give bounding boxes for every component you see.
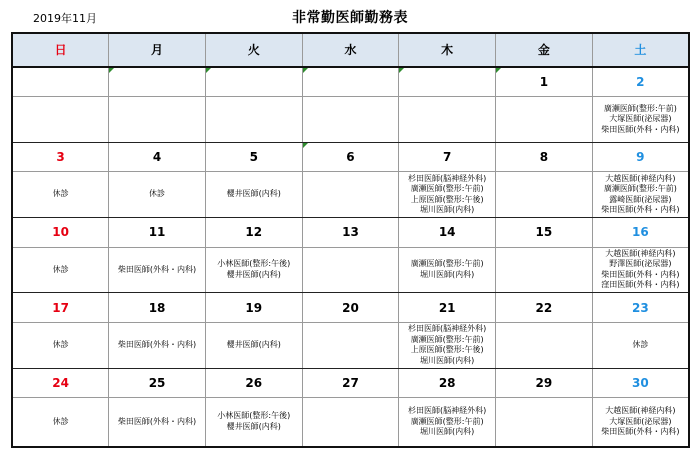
doctor-entry: 小林医師(整形:午後) bbox=[217, 411, 291, 421]
doctor-entry: 小林医師(整形:午後) bbox=[217, 259, 291, 269]
date-number: 24 bbox=[52, 375, 69, 390]
date-cell bbox=[496, 218, 593, 247]
date-cell bbox=[496, 67, 593, 97]
date-cell bbox=[205, 142, 302, 171]
schedule-cell bbox=[399, 97, 496, 143]
doctor-entry: 大越医師(神経内科) bbox=[605, 173, 676, 183]
weekday-sunday: 日 bbox=[12, 33, 109, 67]
schedule-cell bbox=[496, 398, 593, 447]
date-number: 18 bbox=[148, 300, 166, 315]
date-number: 9 bbox=[636, 150, 645, 165]
comment-marker-icon bbox=[303, 68, 308, 73]
date-number: 11 bbox=[148, 225, 166, 240]
schedule-row bbox=[12, 172, 689, 218]
doctor-entry: 上原医師(整形:午後) bbox=[410, 194, 484, 204]
schedule-cell bbox=[109, 322, 206, 368]
schedule-cell bbox=[496, 247, 593, 293]
doctor-entry: 大越医師(神経内科) bbox=[605, 406, 676, 416]
weekday-saturday: 土 bbox=[592, 33, 689, 67]
doctor-entry: 杉田医師(脳神経外科) bbox=[408, 406, 487, 416]
schedule-cell bbox=[302, 398, 399, 447]
schedule-cell bbox=[302, 172, 399, 218]
date-number: 26 bbox=[245, 375, 263, 390]
schedule-cell bbox=[399, 247, 496, 293]
date-number: 16 bbox=[632, 225, 649, 240]
date-number: 2 bbox=[636, 74, 645, 89]
date-cell bbox=[205, 368, 302, 397]
doctor-entry: 大塚医師(泌尿器) bbox=[609, 416, 672, 426]
date-cell bbox=[109, 67, 206, 97]
comment-marker-icon bbox=[206, 68, 211, 73]
date-cell bbox=[399, 142, 496, 171]
date-number: 6 bbox=[346, 150, 355, 165]
date-row bbox=[12, 293, 689, 322]
date-cell bbox=[592, 67, 689, 97]
schedule-cell bbox=[592, 322, 689, 368]
doctor-entry: 櫻井医師(内科) bbox=[226, 422, 281, 432]
closed-label: 休診 bbox=[52, 416, 69, 426]
date-number: 25 bbox=[148, 375, 166, 390]
schedule-cell bbox=[205, 398, 302, 447]
doctor-entry: 櫻井医師(内科) bbox=[226, 339, 281, 349]
date-number: 12 bbox=[245, 225, 263, 240]
schedule-cell bbox=[205, 247, 302, 293]
closed-label: 休診 bbox=[149, 189, 166, 199]
schedule-calendar bbox=[11, 32, 690, 448]
doctor-entry: 廣瀬医師(整形:午前) bbox=[410, 184, 484, 194]
date-number: 30 bbox=[632, 375, 649, 390]
date-cell bbox=[205, 293, 302, 322]
date-row bbox=[12, 218, 689, 247]
schedule-cell bbox=[12, 97, 109, 143]
date-row bbox=[12, 368, 689, 397]
calendar-weeks bbox=[12, 67, 689, 447]
schedule-cell bbox=[12, 398, 109, 447]
date-row bbox=[12, 142, 689, 171]
date-cell bbox=[399, 67, 496, 97]
schedule-cell bbox=[205, 322, 302, 368]
date-number: 8 bbox=[539, 150, 549, 165]
weekday-monday: 月 bbox=[109, 33, 206, 67]
schedule-row bbox=[12, 97, 689, 143]
schedule-cell bbox=[592, 398, 689, 447]
schedule-cell bbox=[399, 172, 496, 218]
doctor-entry: 堀川医師(内科) bbox=[420, 205, 475, 215]
schedule-cell bbox=[399, 398, 496, 447]
comment-marker-icon bbox=[496, 68, 501, 73]
schedule-cell bbox=[496, 322, 593, 368]
date-number: 27 bbox=[342, 375, 359, 390]
month-label: 2019年11月 bbox=[33, 12, 97, 25]
date-cell bbox=[302, 142, 399, 171]
doctor-entry: 廣瀬医師(整形:午前) bbox=[603, 103, 677, 113]
doctor-entry: 廣瀬医師(整形:午前) bbox=[410, 416, 484, 426]
doctor-entry: 柴田医師(外科・内科) bbox=[117, 339, 197, 349]
comment-marker-icon bbox=[399, 68, 404, 73]
doctor-entry: 杉田医師(脳神経外科) bbox=[408, 173, 487, 183]
schedule-cell bbox=[109, 247, 206, 293]
date-number: 7 bbox=[442, 150, 452, 165]
date-cell bbox=[302, 67, 399, 97]
doctor-entry: 廣瀬医師(整形:午前) bbox=[603, 184, 677, 194]
date-cell bbox=[205, 218, 302, 247]
date-cell bbox=[496, 142, 593, 171]
date-number: 29 bbox=[535, 375, 553, 390]
closed-label: 休診 bbox=[52, 264, 69, 274]
schedule-cell bbox=[302, 247, 399, 293]
doctor-entry: 野澤医師(泌尿器) bbox=[609, 259, 672, 269]
schedule-cell bbox=[592, 172, 689, 218]
schedule-cell bbox=[592, 247, 689, 293]
date-cell bbox=[399, 293, 496, 322]
date-number: 3 bbox=[56, 150, 65, 165]
date-number: 17 bbox=[52, 300, 69, 315]
doctor-entry: 大塚医師(泌尿器) bbox=[609, 114, 672, 124]
date-number: 19 bbox=[245, 300, 263, 315]
doctor-entry: 窪田医師(外科・内科) bbox=[601, 280, 680, 290]
doctor-entry: 櫻井医師(内科) bbox=[226, 269, 281, 279]
weekday-tuesday: 火 bbox=[205, 33, 302, 67]
doctor-entry: 杉田医師(脳神経外科) bbox=[408, 324, 487, 334]
date-number: 5 bbox=[249, 150, 258, 165]
closed-label: 休診 bbox=[52, 189, 69, 199]
date-cell bbox=[399, 218, 496, 247]
weekday-friday: 金 bbox=[496, 33, 593, 67]
date-number: 20 bbox=[342, 300, 359, 315]
schedule-cell bbox=[496, 172, 593, 218]
schedule-cell bbox=[302, 97, 399, 143]
schedule-cell bbox=[109, 398, 206, 447]
date-cell bbox=[302, 293, 399, 322]
date-cell bbox=[496, 368, 593, 397]
doctor-entry: 柴田医師(外科・内科) bbox=[601, 205, 680, 215]
weekday-wednesday: 水 bbox=[302, 33, 399, 67]
date-cell bbox=[302, 218, 399, 247]
doctor-entry: 廣瀬医師(整形:午前) bbox=[410, 259, 484, 269]
schedule-cell bbox=[12, 172, 109, 218]
doctor-entry: 大越医師(神経内科) bbox=[605, 248, 676, 258]
date-number: 21 bbox=[438, 300, 456, 315]
doctor-entry: 露崎医師(泌尿器) bbox=[609, 194, 672, 204]
schedule-cell bbox=[12, 322, 109, 368]
date-number: 1 bbox=[539, 74, 549, 89]
date-cell bbox=[109, 142, 206, 171]
schedule-cell bbox=[302, 322, 399, 368]
date-cell bbox=[12, 368, 109, 397]
comment-marker-icon bbox=[303, 143, 308, 148]
date-cell bbox=[302, 368, 399, 397]
doctor-entry: 柴田医師(外科・内科) bbox=[117, 416, 197, 426]
weekday-thursday: 木 bbox=[399, 33, 496, 67]
schedule-cell bbox=[109, 172, 206, 218]
date-cell bbox=[12, 218, 109, 247]
date-number: 13 bbox=[342, 225, 359, 240]
schedule-cell bbox=[109, 97, 206, 143]
doctor-entry: 堀川医師(内科) bbox=[420, 269, 475, 279]
date-cell bbox=[109, 293, 206, 322]
doctor-entry: 廣瀬医師(整形:午前) bbox=[410, 334, 484, 344]
closed-label: 休診 bbox=[52, 339, 69, 349]
doctor-entry: 柴田医師(外科・内科) bbox=[601, 124, 680, 134]
schedule-cell bbox=[12, 247, 109, 293]
date-number: 28 bbox=[438, 375, 456, 390]
schedule-cell bbox=[205, 172, 302, 218]
date-cell bbox=[592, 293, 689, 322]
date-number: 15 bbox=[535, 225, 553, 240]
date-cell bbox=[399, 368, 496, 397]
date-number: 22 bbox=[535, 300, 553, 315]
doctor-entry: 上原医師(整形:午後) bbox=[410, 345, 484, 355]
date-cell bbox=[109, 368, 206, 397]
weekday-header-row bbox=[12, 33, 689, 67]
date-number: 4 bbox=[152, 150, 162, 165]
date-row bbox=[12, 67, 689, 97]
schedule-cell bbox=[399, 322, 496, 368]
date-cell bbox=[592, 368, 689, 397]
schedule-row bbox=[12, 398, 689, 447]
doctor-entry: 堀川医師(内科) bbox=[420, 427, 475, 437]
doctor-entry: 柴田医師(外科・内科) bbox=[117, 264, 197, 274]
schedule-cell bbox=[205, 97, 302, 143]
doctor-entry: 櫻井医師(内科) bbox=[226, 189, 281, 199]
schedule-row bbox=[12, 322, 689, 368]
date-cell bbox=[496, 293, 593, 322]
doctor-entry: 柴田医師(外科・内科) bbox=[601, 427, 680, 437]
closed-label: 休診 bbox=[632, 339, 649, 349]
date-cell bbox=[205, 67, 302, 97]
doctor-entry: 柴田医師(外科・内科) bbox=[601, 269, 680, 279]
date-cell bbox=[12, 142, 109, 171]
date-number: 14 bbox=[438, 225, 456, 240]
doctor-entry: 堀川医師(内科) bbox=[420, 355, 475, 365]
schedule-cell bbox=[496, 97, 593, 143]
date-cell bbox=[12, 67, 109, 97]
date-cell bbox=[592, 218, 689, 247]
schedule-cell bbox=[592, 97, 689, 143]
schedule-row bbox=[12, 247, 689, 293]
date-cell bbox=[592, 142, 689, 171]
date-cell bbox=[12, 293, 109, 322]
date-number: 23 bbox=[632, 300, 649, 315]
page-title: 非常勤医師勤務表 bbox=[292, 10, 408, 26]
date-number: 10 bbox=[52, 225, 69, 240]
date-cell bbox=[109, 218, 206, 247]
comment-marker-icon bbox=[109, 68, 114, 73]
